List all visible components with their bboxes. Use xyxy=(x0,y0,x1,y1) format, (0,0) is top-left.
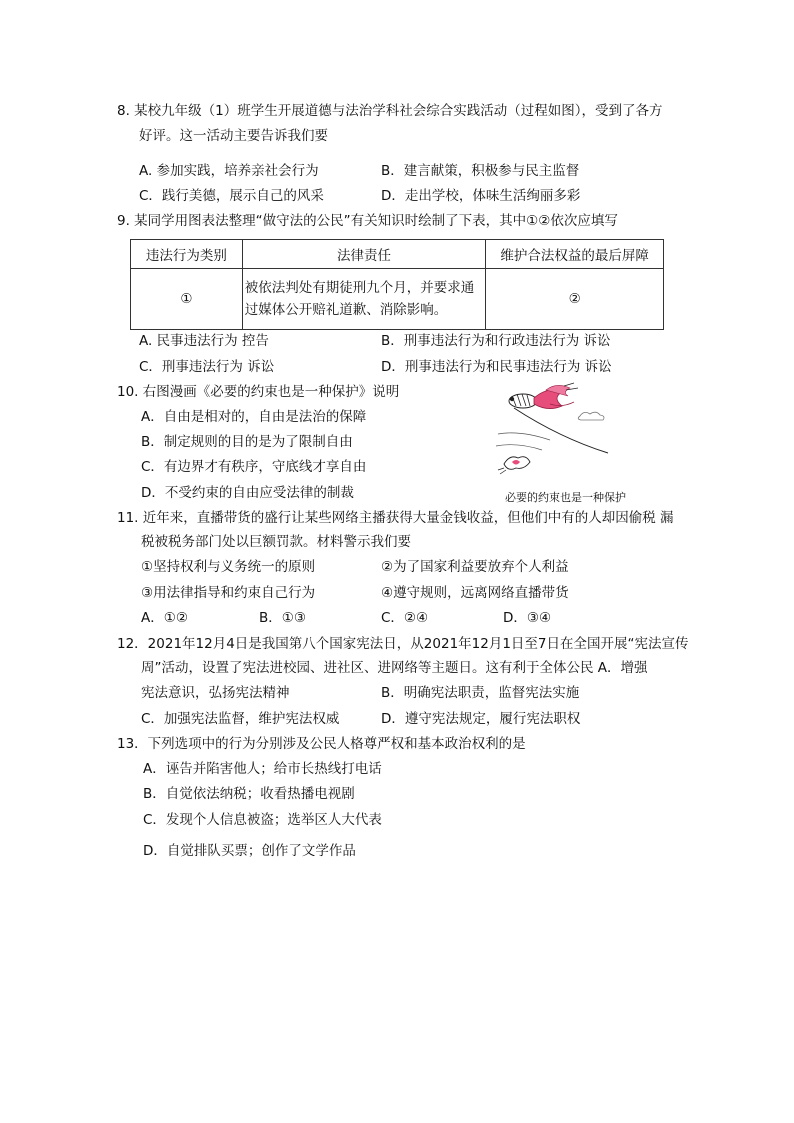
q8-option-b: B．建言献策，积极参与民主监督 xyxy=(381,163,580,179)
q9-stem: 9. 某同学用图表法整理“做守法的公民”有关知识时绘制了下表，其中①②依次应填写 xyxy=(117,213,618,229)
q12-stem-line2: 周”活动，设置了宪法进校园、进社区、进网络等主题日。这有利于全体公民 A．增强 xyxy=(141,660,648,676)
q12-stem-line3: 宪法意识，弘扬宪法精神 xyxy=(141,685,290,701)
q11-stem-line2: 税被税务部门处以巨额罚款。材料警示我们要 xyxy=(141,534,411,550)
q10-option-b: B．制定规则的目的是为了限制自由 xyxy=(141,434,353,450)
q10-option-c: C．有边界才有秩序，守底线才享自由 xyxy=(141,459,367,475)
q9-option-a: A. 民事违法行为 控告 xyxy=(139,333,269,349)
q9-header-responsibility: 法律责任 xyxy=(242,240,486,269)
q12-option-c: C．加强宪法监督，维护宪法权威 xyxy=(141,711,340,727)
q11-statement-3: ③用法律指导和约束自己行为 xyxy=(141,585,316,601)
q13-option-a: A．诬告并陷害他人；给市长热线打电话 xyxy=(143,761,382,777)
q10-stem: 10. 右图漫画《必要的约束也是一种保护》说明 xyxy=(117,384,400,400)
q13-option-c: C．发现个人信息被盗；选举区人大代表 xyxy=(143,812,382,828)
q9-cell-responsibility: 被依法判处有期徒刑九个月，并要求通过媒体公开赔礼道歉、消除影响。 xyxy=(242,269,486,330)
q11-statement-1: ①坚持权利与义务统一的原则 xyxy=(141,559,316,575)
q9-table-header-row xyxy=(131,240,664,269)
q9-option-b: B．刑事违法行为和行政违法行为 诉讼 xyxy=(381,333,611,349)
q8-stem-line1: 8. 某校九年级（1）班学生开展道德与法治学科社会综合实践活动（过程如图），受到了各方 xyxy=(117,103,663,119)
q8-option-d: D．走出学校，体味生活绚丽多彩 xyxy=(381,188,581,204)
q13-stem: 13．下列选项中的行为分别涉及公民人格尊严权和基本政治权利的是 xyxy=(117,736,526,752)
q10-option-d: D．不受约束的自由应受法律的制裁 xyxy=(141,485,354,501)
falling-kite-icon xyxy=(498,457,530,474)
q11-option-a: A．①② xyxy=(141,610,188,626)
q9-header-barrier: 维护合法权益的最后屏障 xyxy=(486,240,664,269)
kite-cartoon-image xyxy=(490,378,620,488)
q11-option-c: C．②④ xyxy=(381,610,429,626)
q9-option-d: D．刑事违法行为和民事违法行为 诉讼 xyxy=(381,359,612,375)
q9-header-category: 违法行为类别 xyxy=(131,240,243,269)
q11-option-b: B．①③ xyxy=(259,610,306,626)
q11-statement-4: ④遵守规则，远离网络直播带货 xyxy=(381,585,569,601)
q12-stem-line1: 12．2021年12月4日是我国第八个国家宪法日，从2021年12月1日至7日在全国开展“宪法宣传 xyxy=(117,636,689,652)
q10-cartoon-caption: 必要的约束也是一种保护 xyxy=(505,491,626,504)
q11-option-d: D．③④ xyxy=(503,610,552,626)
q9-table-row xyxy=(131,269,664,330)
q8-option-c: C．践行美德，展示自己的风采 xyxy=(139,188,324,204)
q8-option-a: A. 参加实践，培养亲社会行为 xyxy=(139,163,319,179)
q9-cell-blank2: ② xyxy=(486,269,664,330)
q13-option-b: B．自觉依法纳税；收看热播电视剧 xyxy=(143,786,355,802)
q9-table xyxy=(130,239,664,330)
q12-option-d: D．遵守宪法规定，履行宪法职权 xyxy=(381,711,581,727)
q9-option-c: C．刑事违法行为 诉讼 xyxy=(139,359,275,375)
q11-statement-2: ②为了国家利益要放弃个人利益 xyxy=(381,559,569,575)
q8-stem-line2: 好评。这一活动主要告诉我们要 xyxy=(139,128,328,144)
q13-option-d: D．自觉排队买票；创作了文学作品 xyxy=(143,843,356,859)
q10-option-a: A．自由是相对的，自由是法治的保障 xyxy=(141,409,367,425)
fish-kite-icon xyxy=(509,383,578,409)
q11-stem-line1: 11. 近年来，直播带货的盛行让某些网络主播获得大量金钱收益，但他们中有的人却因偷税 漏 xyxy=(117,510,674,526)
q9-cell-blank1: ① xyxy=(131,269,243,330)
q12-option-b: B．明确宪法职责，监督宪法实施 xyxy=(381,685,580,701)
